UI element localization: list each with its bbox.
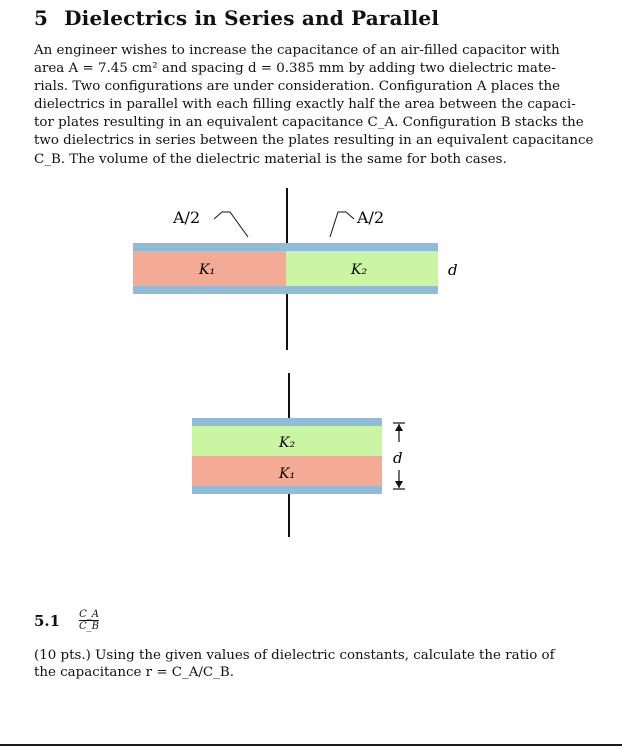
problem-line: rials. Two configurations are under consideration. Configuration A places the xyxy=(34,79,561,95)
problem-line: C_B. The volume of the dielectric material is the same for both cases. xyxy=(34,151,507,167)
right-area-pointer xyxy=(330,212,354,237)
k1-label: K₁ xyxy=(199,262,216,278)
config-a-diagram xyxy=(133,188,458,350)
question-line: (10 pts.) Using the given values of dielectric constants, calculate the ratio of xyxy=(34,648,555,663)
arrowhead-down xyxy=(395,481,403,488)
subsection-fraction xyxy=(79,609,99,632)
spacing-d-label: d xyxy=(393,449,403,467)
top-plate xyxy=(133,243,438,251)
arrowhead-up xyxy=(395,424,403,431)
section-title-text: Dielectrics in Series and Parallel xyxy=(64,6,440,30)
bottom-plate xyxy=(133,286,438,294)
subsection-number: 5.1 xyxy=(34,612,61,630)
left-area-label: A/2 xyxy=(173,208,201,227)
bottom-plate xyxy=(192,486,382,494)
k1-label: K₁ xyxy=(279,466,296,482)
k2-label: K₂ xyxy=(351,262,368,278)
problem-line: tor plates resulting in an equivalent capacitance C_A. Configuration B stacks the xyxy=(34,115,584,131)
problem-line: An engineer wishes to increase the capacitance of an air-filled capacitor with xyxy=(34,43,560,58)
config-b-diagram xyxy=(192,373,405,537)
section-number: 5 xyxy=(34,6,49,30)
page-bottom-rule xyxy=(0,744,622,746)
problem-line: dielectrics in parallel with each filling exactly half the area between the capaci- xyxy=(34,97,576,113)
fraction-numerator: C_A xyxy=(79,609,99,620)
question-line: the capacitance r = C_A/C_B. xyxy=(34,665,234,680)
problem-line: two dielectrics in series between the plates resulting in an equivalent capacitance xyxy=(34,133,594,149)
left-area-pointer xyxy=(214,212,248,237)
problem-line: area A = 7.45 cm² and spacing d = 0.385 mm by adding two dielectric mate- xyxy=(34,61,556,77)
k2-label: K₂ xyxy=(279,435,296,451)
right-area-label: A/2 xyxy=(357,208,385,227)
top-plate xyxy=(192,418,382,426)
spacing-d-label: d xyxy=(448,261,458,279)
fraction-denominator: C_B xyxy=(79,621,99,632)
question-text xyxy=(34,647,564,681)
